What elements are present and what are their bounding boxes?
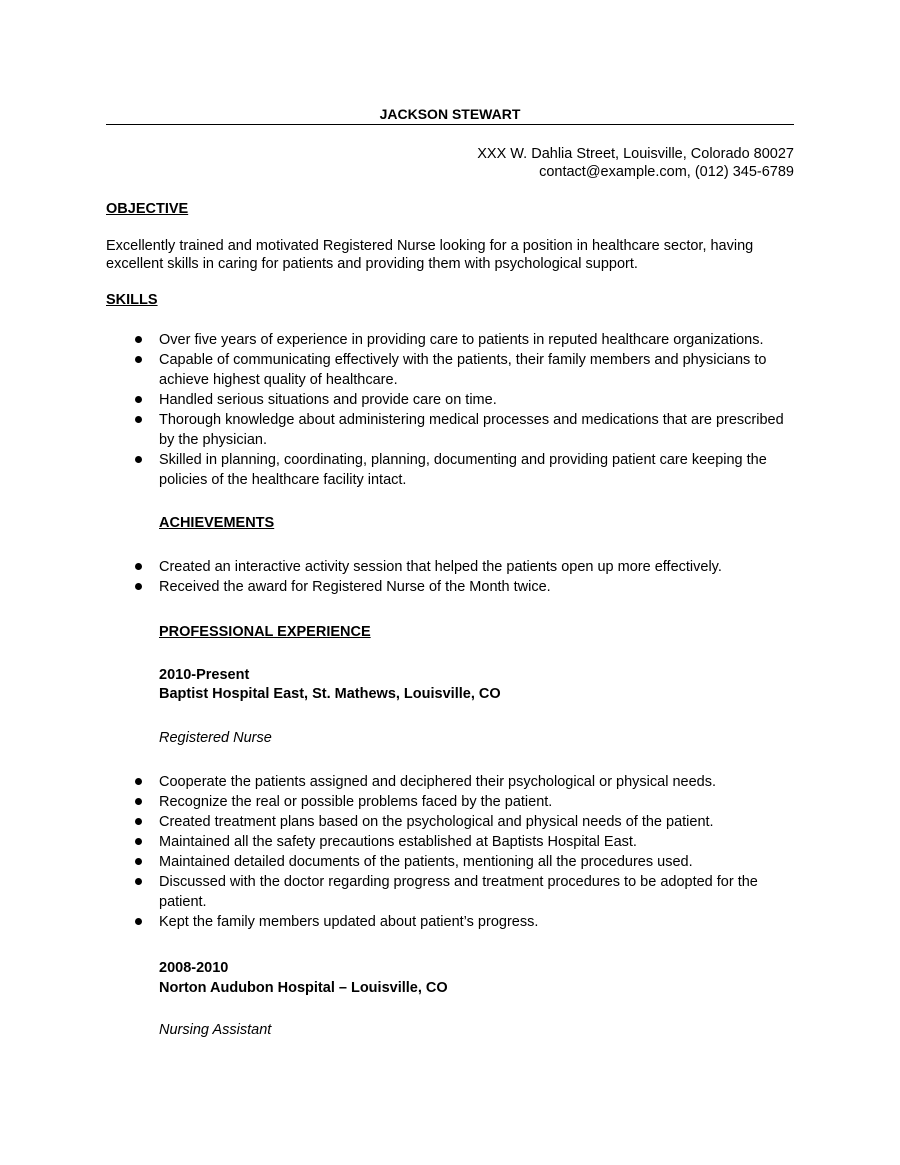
job-period: 2008-2010 [159,960,229,976]
experience-heading: PROFESSIONAL EXPERIENCE [159,624,371,640]
bullet-dot-icon [135,858,142,865]
bullet-dot-icon [135,778,142,785]
achievements-list [106,557,796,597]
list-item: Cooperate the patients assigned and deciphered their psychological or physical needs. [106,772,796,792]
bullet-dot-icon [135,396,142,403]
list-item: Discussed with the doctor regarding progress and treatment procedures to be adopted for the patient. [106,872,796,912]
bullet-dot-icon [135,878,142,885]
job-period: 2010-Present [159,667,250,683]
list-item: Capable of communicating effectively with the patients, their family members and physicians to achieve highest quality of healthcare. [106,350,796,390]
bullet-dot-icon [135,583,142,590]
list-item: Created treatment plans based on the psychological and physical needs of the patient. [106,812,796,832]
bullet-dot-icon [135,563,142,570]
bullet-dot-icon [135,456,142,463]
objective-text: Excellently trained and motivated Registered Nurse looking for a position in healthcare sector, having excellent skills in caring for patients and providing them with psychological support. [106,238,754,272]
list-item: Over five years of experience in providing care to patients in reputed healthcare organizations. [106,330,796,350]
list-item: Received the award for Registered Nurse of the Month twice. [106,577,796,597]
bullet-dot-icon [135,798,142,805]
list-item: Maintained detailed documents of the patients, mentioning all the procedures used. [106,852,796,872]
bullet-dot-icon [135,818,142,825]
list-item: Thorough knowledge about administering medical processes and medications that are prescribed by the physician. [106,410,796,450]
duties-list [106,772,796,932]
bullet-dot-icon [135,336,142,343]
list-item: Skilled in planning, coordinating, planning, documenting and providing patient care keeping the policies of the healthcare facility intact. [106,450,796,490]
bullet-dot-icon [135,416,142,423]
list-item: Recognize the real or possible problems faced by the patient. [106,792,796,812]
list-item: Kept the family members updated about patient’s progress. [106,912,796,932]
bullet-dot-icon [135,356,142,363]
resume-header [106,106,794,125]
job-employer: Baptist Hospital East, St. Mathews, Louisville, CO [159,686,501,702]
candidate-name: JACKSON STEWART [379,106,521,122]
list-item: Created an interactive activity session that helped the patients open up more effectively. [106,557,796,577]
bullet-dot-icon [135,838,142,845]
skills-list [106,330,796,490]
bullet-dot-icon [135,918,142,925]
skills-heading: SKILLS [106,292,158,308]
objective-heading: OBJECTIVE [106,201,189,217]
address-line: XXX W. Dahlia Street, Louisville, Colorado 80027 [477,146,794,162]
achievements-heading: ACHIEVEMENTS [159,515,275,531]
list-item: Handled serious situations and provide care on time. [106,390,796,410]
contact-block [477,145,794,181]
email-phone-line: contact@example.com, (012) 345-6789 [539,164,794,180]
list-item: Maintained all the safety precautions established at Baptists Hospital East. [106,832,796,852]
job-role: Nursing Assistant [159,1022,272,1038]
job-employer: Norton Audubon Hospital – Louisville, CO [159,980,448,996]
job-role: Registered Nurse [159,730,272,746]
